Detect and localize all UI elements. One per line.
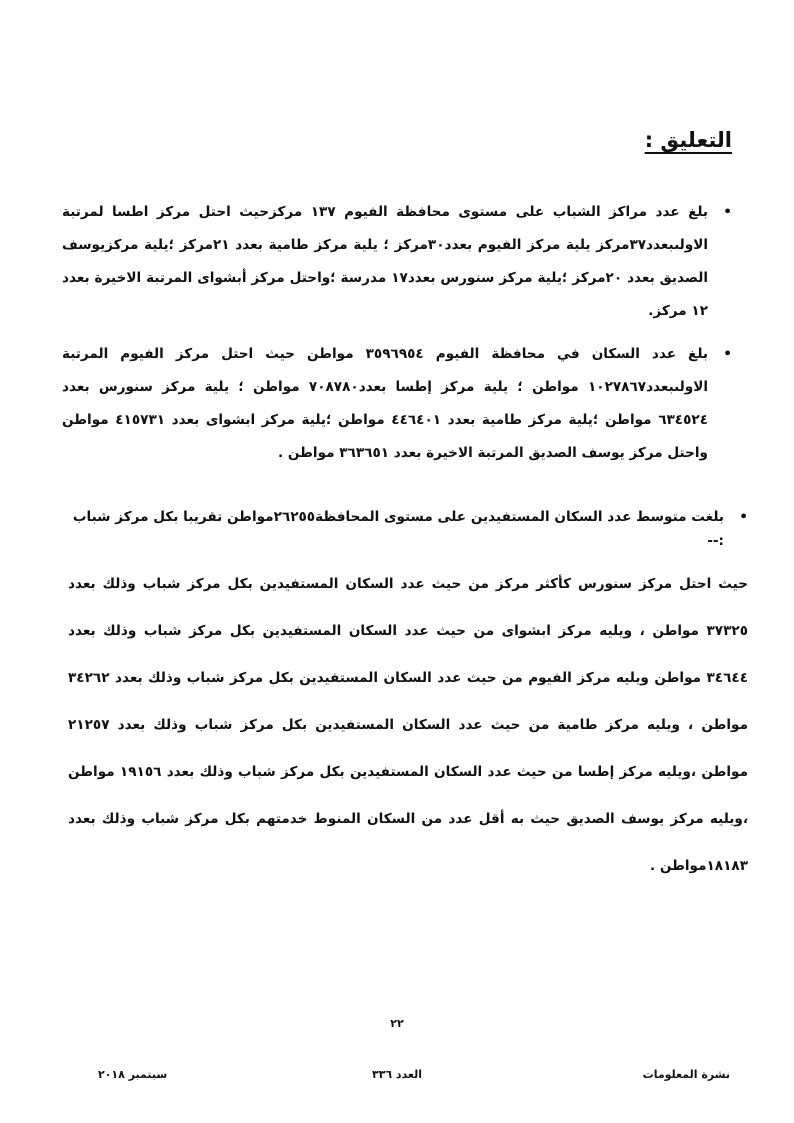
bullet-item-average-beneficiaries bbox=[68, 505, 748, 553]
footer-issue: العدد ٣٣٦ bbox=[371, 1068, 423, 1081]
page-number: ٢٢ bbox=[390, 1017, 404, 1030]
bullet-list-centers bbox=[62, 196, 732, 328]
bullet-text: بلغ عدد السكان في محافظة الفيوم ٣٥٩٦٩٥٤ مواطن حيث احتل مركز الفيوم المرتبة الاولىبعدد١٠٢٧٨٦٧ مواطن ؛ يلية مركز إطسا بعدد٧٠٨٧٨٠ مواطن ؛ يلية مركز سنورس بعدد ٦٣٤٥٢٤ مواطن ؛يلية مركز طامية بعدد ٤٤٦٤٠١ مواطن ؛يلية مركز ابشواى بعدد ٤١٥٧٣١ مواطن واحتل مركز يوسف الصديق المرتبة الاخيرة بعدد ٣٦٣٦٥١ مواطن . bbox=[62, 346, 709, 461]
footer-publication: نشرة المعلومات bbox=[642, 1068, 730, 1081]
beneficiaries-paragraph: حيث احتل مركز سنورس كأكثر مركز من حيث عدد السكان المستفيدين بكل مركز شباب وذلك بعدد ٣٧٣٢٥ مواطن ، ويليه مركز ابشواى من حيث عدد السكان المستفيدين بكل مركز شباب وذلك بعدد ٣٤٦٤٤ مواطن ويليه مركز الفيوم من حيث عدد السكان المستفيدين بكل مركز شباب وذلك بعدد ٣٤٢٦٢ مواطن ، ويليه مركز طامية من حيث عدد السكان المستفيدين بكل مركز شباب وذلك بعدد ٢١٢٥٧ مواطن ،ويليه مركز إطسا من حيث عدد السكان المستفيدين بكل مركز شباب وذلك بعدد ١٩١٥٦ مواطن ،ويليه مركز يوسف الصديق حيث به أقل عدد من السكان المنوط خدمتهم بكل مركز شباب وذلك بعدد ١٨١٨٣مواطن . bbox=[68, 576, 748, 874]
bullet-item-population bbox=[62, 338, 732, 470]
bullet-icon: • bbox=[739, 509, 748, 525]
section-heading: التعليق : bbox=[644, 128, 732, 152]
bullet-icon: • bbox=[723, 204, 732, 220]
bullet-list-population bbox=[62, 338, 732, 470]
footer-date: سبتمبر ٢٠١٨ bbox=[98, 1068, 168, 1081]
bullet-icon: • bbox=[723, 346, 732, 362]
bullet-item-youth-centers bbox=[62, 196, 732, 328]
bullet-text: بلغ عدد مراكز الشباب على مستوى محافظة الفيوم ١٣٧ مركزحيث احتل مركز اطسا لمرتبة الاولىبعدد٣٧مركز يلية مركز الفيوم بعدد٣٠مركز ؛ يلية مركز طامية بعدد ٢١مركز ؛يلية مركزيوسف الصديق بعدد ٢٠مركز ؛يلية مركز سنورس بعدد١٧ مدرسة ؛واحتل مركز أبشواى المرتبة الاخيرة بعدد ١٢ مركز. bbox=[62, 204, 709, 319]
bullet-text: بلغت متوسط عدد السكان المستفيدين على مستوى المحافظة٢٦٢٥٥مواطن تقريبا بكل مركز شباب :-- bbox=[72, 509, 724, 549]
beneficiaries-section bbox=[68, 505, 748, 904]
